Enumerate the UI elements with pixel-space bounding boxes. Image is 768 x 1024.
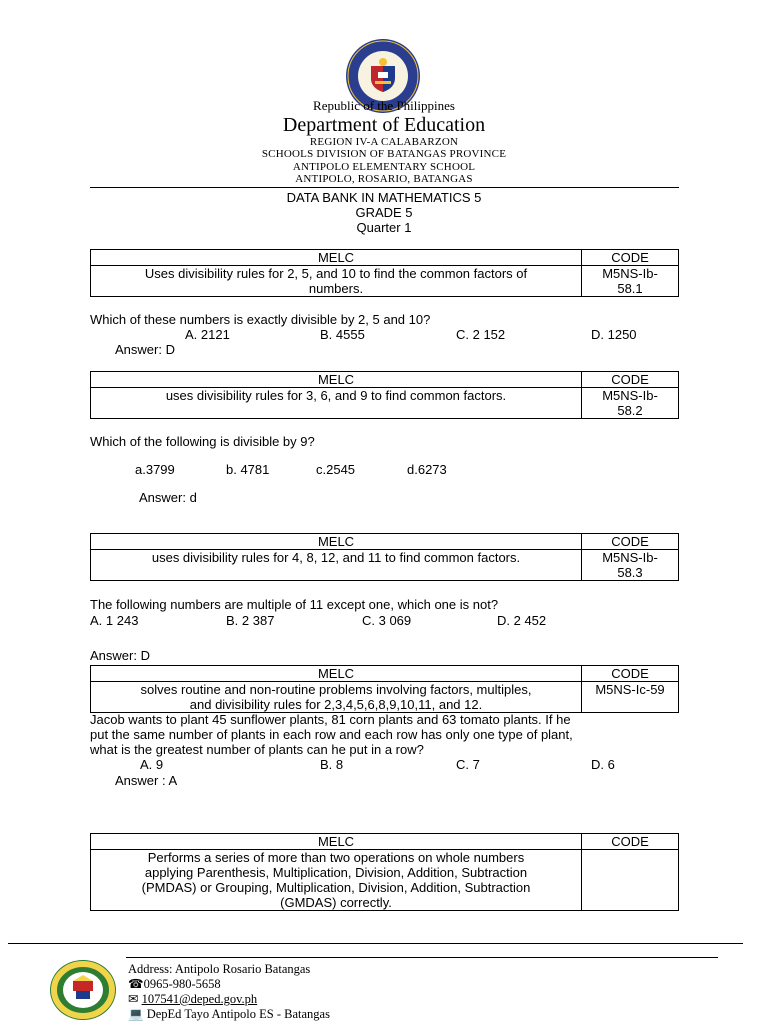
school-address-text: ANTIPOLO, ROSARIO, BATANGAS (295, 173, 473, 185)
melc-code: M5NS-Ic-59 (582, 682, 679, 713)
code-header: CODE (582, 834, 679, 850)
grade-text: GRADE 5 (355, 205, 413, 220)
melc-table-5 (90, 833, 679, 911)
footer-facebook: DepEd Tayo Antipolo ES - Batangas (146, 1007, 330, 1021)
footer-divider-inner (126, 957, 718, 958)
melc-header: MELC (91, 250, 582, 266)
quarter-text: Quarter 1 (356, 220, 412, 235)
question-4-line-1: Jacob wants to plant 45 sunflower plants, 81 corn plants and 63 tomato plants. If he (90, 712, 571, 727)
melc-code: M5NS-Ib- 58.1 (582, 266, 679, 297)
footer-facebook-row (128, 1007, 330, 1023)
choice-4d: D. 6 (591, 757, 615, 772)
melc-table-2 (90, 371, 679, 419)
choice-1a: A. 2121 (185, 327, 230, 342)
envelope-icon: ✉ (128, 992, 139, 1006)
code-header: CODE (582, 372, 679, 388)
footer-phone: 0965-980-5658 (143, 977, 221, 991)
choice-2a: a.3799 (135, 462, 175, 477)
footer-divider (8, 943, 743, 944)
division-text: SCHOOLS DIVISION OF BATANGAS PROVINCE (261, 148, 507, 160)
melc-table-1 (90, 249, 679, 297)
melc-code: M5NS-Ib- 58.2 (582, 388, 679, 419)
code-header: CODE (582, 666, 679, 682)
footer-email-link[interactable]: 107541@deped.gov.ph (141, 992, 258, 1006)
melc-description: Uses divisibility rules for 2, 5, and 10 to find the common factors of numbers. (91, 266, 582, 297)
choice-4c: C. 7 (456, 757, 480, 772)
answer-2: Answer: d (139, 490, 197, 505)
melc-description: solves routine and non-routine problems involving factors, multiples, and divisibility rules for 2,3,4,5,6,8,9,10,11, and 12. (91, 682, 582, 713)
choice-2d: d.6273 (407, 462, 447, 477)
answer-3: Answer: D (90, 648, 150, 663)
telephone-icon: ☎ (128, 977, 144, 991)
choice-4a: A. 9 (140, 757, 164, 772)
choice-4b: B. 8 (320, 757, 344, 772)
melc-header: MELC (91, 534, 582, 550)
melc-code-empty (582, 850, 679, 911)
choice-1c: C. 2 152 (456, 327, 506, 342)
melc-header: MELC (91, 666, 582, 682)
melc-table-4 (90, 665, 679, 713)
melc-description: uses divisibility rules for 3, 6, and 9 to find common factors. (91, 388, 582, 419)
footer-phone-row (128, 977, 221, 993)
laptop-icon: 💻 (128, 1007, 144, 1021)
melc-header: MELC (91, 834, 582, 850)
answer-4: Answer : A (115, 773, 178, 788)
question-1: Which of these numbers is exactly divisible by 2, 5 and 10? (90, 312, 431, 327)
question-2: Which of the following is divisible by 9? (90, 434, 315, 449)
question-4-line-3: what is the greatest number of plants can he put in a row? (90, 742, 424, 757)
choice-2b: b. 4781 (226, 462, 270, 477)
melc-description: uses divisibility rules for 4, 8, 12, and 11 to find common factors. (91, 550, 582, 581)
header-divider (90, 187, 679, 188)
school-text: ANTIPOLO ELEMENTARY SCHOOL (292, 161, 476, 173)
melc-description: Performs a series of more than two operations on whole numbers applying Parenthesis, Multiplication, Division, Addition, Subtraction (PMDAS) or Grouping, Multiplication, Division, Addition, Subtraction (GMDAS) correctly. (91, 850, 582, 911)
melc-code: M5NS-Ib- 58.3 (582, 550, 679, 581)
choice-3d: D. 2 452 (497, 613, 547, 628)
question-3: The following numbers are multiple of 11 except one, which one is not? (90, 597, 499, 612)
choice-1b: B. 4555 (320, 327, 365, 342)
choice-3a: A. 1 243 (90, 613, 139, 628)
answer-1: Answer: D (115, 342, 175, 357)
question-4-line-2: put the same number of plants in each row and each row has only one type of plant, (90, 727, 573, 742)
footer-email-row (128, 992, 257, 1008)
melc-header: MELC (91, 372, 582, 388)
choice-1d: D. 1250 (591, 327, 637, 342)
republic-text: Republic of the Philippines (313, 98, 455, 113)
region-text: REGION IV-A CALABARZON (309, 136, 459, 148)
choice-3c: C. 3 069 (362, 613, 412, 628)
school-logo (49, 959, 117, 1021)
choice-3b: B. 2 387 (226, 613, 275, 628)
department-title: Department of Education (282, 114, 486, 136)
code-header: CODE (582, 250, 679, 266)
footer-address: Address: Antipolo Rosario Batangas (128, 962, 311, 976)
melc-table-3 (90, 533, 679, 581)
code-header: CODE (582, 534, 679, 550)
databank-title: DATA BANK IN MATHEMATICS 5 (286, 190, 482, 205)
choice-2c: c.2545 (316, 462, 356, 477)
